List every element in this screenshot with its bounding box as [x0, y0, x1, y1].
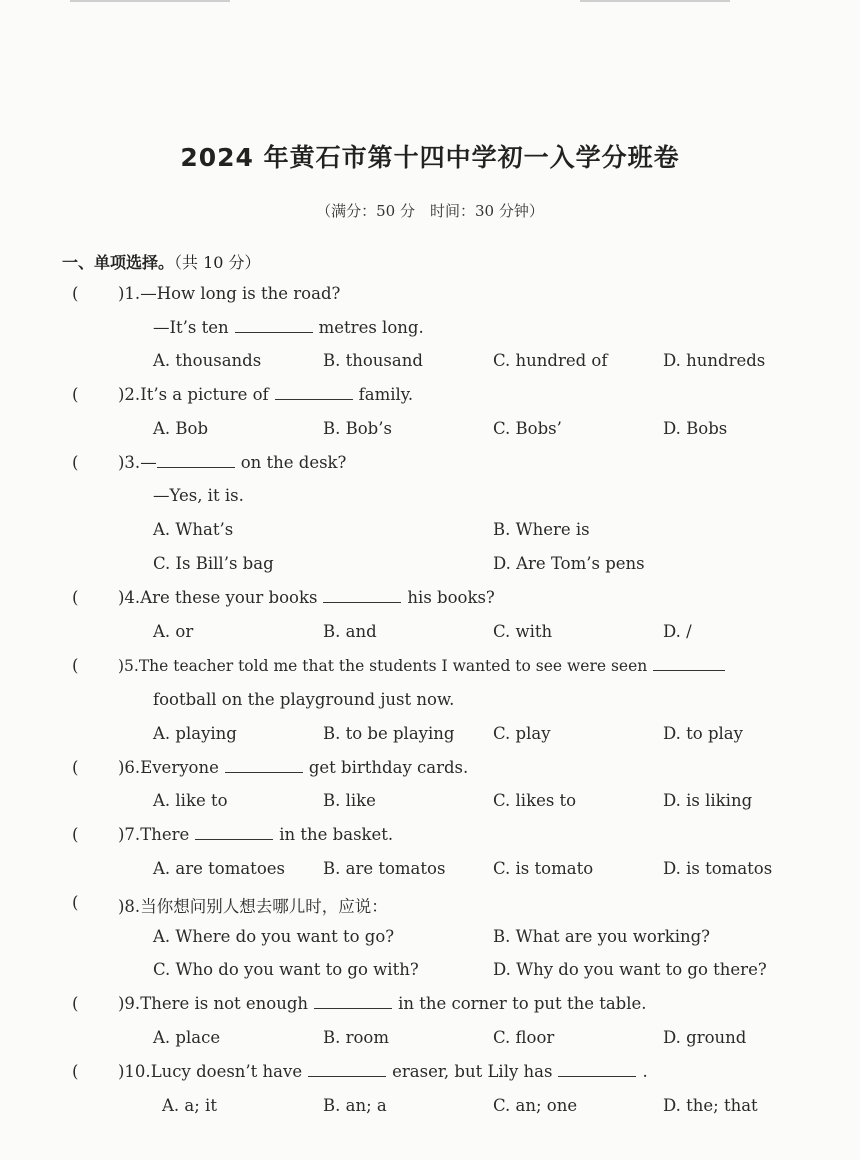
question-text [118, 656, 731, 675]
option-d: D. ground [663, 1028, 747, 1047]
question-number: )4. [118, 588, 141, 607]
option-c: C. hundred of [493, 351, 608, 370]
question-7-options [0, 859, 860, 885]
question-4-options [0, 622, 860, 648]
question-1 [0, 284, 860, 310]
option-b: B. and [323, 622, 377, 641]
text-segment: Are these your books [140, 588, 318, 607]
question-number: )9. [118, 994, 141, 1013]
question-text [118, 758, 468, 777]
option-b: B. Bob’s [323, 419, 392, 438]
option-d: D. to play [663, 724, 743, 743]
question-3 [0, 453, 860, 479]
answer-blank [275, 385, 353, 400]
answer-paren-open: ( [72, 825, 79, 844]
option-a: A. What’s [153, 520, 234, 539]
option-b: B. are tomatos [323, 859, 446, 878]
question-3-options-row2 [0, 554, 860, 580]
question-number: )7. [118, 825, 141, 844]
question-number: )6. [118, 758, 141, 777]
option-a: A. or [153, 622, 194, 641]
option-c: C. likes to [493, 791, 577, 810]
text-segment: on the desk? [240, 453, 347, 472]
question-7 [0, 825, 860, 851]
option-b: B. Where is [493, 520, 590, 539]
answer-paren-open: ( [72, 1062, 79, 1081]
question-number: )2. [118, 385, 141, 404]
text-segment: There is not enough [140, 994, 309, 1013]
text-segment: The teacher told me that the students I wanted to see were seen [138, 657, 648, 675]
answer-paren-open: ( [72, 758, 79, 777]
question-text [118, 385, 413, 404]
option-d: D. Why do you want to go there? [493, 960, 767, 979]
option-a: A. thousands [153, 351, 262, 370]
text-segment: metres long. [318, 318, 424, 337]
question-2 [0, 385, 860, 411]
option-c: C. is tomato [493, 859, 594, 878]
option-a: A. place [153, 1028, 221, 1047]
text-segment: —It’s ten [153, 318, 229, 337]
question-line [153, 318, 424, 337]
option-a: A. playing [153, 724, 237, 743]
option-c: C. Is Bill’s bag [153, 554, 274, 573]
question-10-options [0, 1096, 860, 1122]
answer-blank [314, 994, 392, 1009]
question-text [118, 284, 340, 303]
answer-paren-open: ( [72, 656, 79, 675]
answer-paren-open: ( [72, 385, 79, 404]
text-segment: — [140, 453, 157, 472]
option-d: D. hundreds [663, 351, 766, 370]
page-subtitle: （满分：50 分 时间：30 分钟） [316, 202, 544, 220]
option-d: D. is tomatos [663, 859, 773, 878]
question-number: )10. [118, 1062, 151, 1081]
question-10 [0, 1062, 860, 1088]
question-number: )1. [118, 284, 141, 303]
option-d: D. Bobs [663, 419, 728, 438]
text-segment: family. [358, 385, 414, 404]
answer-paren-open: ( [72, 893, 79, 912]
question-2-options [0, 419, 860, 445]
option-a: A. are tomatoes [153, 859, 285, 878]
option-c: C. an; one [493, 1096, 578, 1115]
question-text [118, 1062, 648, 1081]
answer-paren-open: ( [72, 284, 79, 303]
question-8-options-row2 [0, 960, 860, 986]
text-segment: Lucy doesn’t have [150, 1062, 303, 1081]
question-5 [0, 656, 860, 682]
question-line: —Yes, it is. [153, 486, 244, 505]
question-8 [0, 893, 860, 919]
question-text [118, 825, 393, 844]
section-heading-label: 一、单项选择。 [62, 253, 175, 272]
answer-blank [558, 1062, 636, 1077]
question-3-line2 [0, 486, 860, 512]
question-number: )5. [118, 657, 139, 675]
text-segment: his books? [407, 588, 495, 607]
question-text [118, 453, 346, 472]
answer-blank [308, 1062, 386, 1077]
section-heading [62, 250, 261, 273]
option-c: C. play [493, 724, 551, 743]
option-a: A. Where do you want to go? [153, 927, 395, 946]
text-segment: in the corner to put the table. [398, 994, 647, 1013]
text-segment: get birthday cards. [308, 758, 469, 777]
text-segment: Everyone [140, 758, 219, 777]
answer-paren-open: ( [72, 994, 79, 1013]
question-9-options [0, 1028, 860, 1054]
answer-blank [323, 588, 401, 603]
option-b: B. thousand [323, 351, 423, 370]
question-6-options [0, 791, 860, 817]
option-b: B. an; a [323, 1096, 387, 1115]
question-prompt: 当你想问别人想去哪儿时，应说： [140, 897, 388, 916]
scan-edge-line [580, 0, 730, 2]
question-3-options-row1 [0, 520, 860, 546]
text-segment: in the basket. [279, 825, 394, 844]
question-prompt: —How long is the road? [140, 284, 341, 303]
scan-edge-line [70, 0, 230, 2]
option-c: C. floor [493, 1028, 555, 1047]
option-b: B. to be playing [323, 724, 455, 743]
option-d: D. Are Tom’s pens [493, 554, 645, 573]
question-text [118, 588, 495, 607]
question-line: football on the playground just now. [153, 690, 455, 709]
question-number: )3. [118, 453, 141, 472]
text-segment: It’s a picture of [140, 385, 269, 404]
option-d: D. is liking [663, 791, 753, 810]
text-segment: There [140, 825, 190, 844]
answer-blank [195, 825, 273, 840]
question-number: )8. [118, 897, 141, 916]
question-9 [0, 994, 860, 1020]
option-d: D. the; that [663, 1096, 758, 1115]
question-text [118, 994, 647, 1013]
question-6 [0, 758, 860, 784]
section-score-note: （共 10 分） [174, 253, 261, 272]
answer-blank [157, 453, 235, 468]
question-4 [0, 588, 860, 614]
text-segment: . [642, 1062, 648, 1081]
question-1-line2 [0, 318, 860, 344]
option-d: D. / [663, 622, 692, 641]
question-8-options-row1 [0, 927, 860, 953]
option-b: B. like [323, 791, 376, 810]
question-5-line2 [0, 690, 860, 716]
text-segment: eraser, but Lily has [392, 1062, 553, 1081]
option-c: C. with [493, 622, 553, 641]
answer-blank [653, 656, 725, 671]
option-b: B. room [323, 1028, 390, 1047]
question-1-options [0, 351, 860, 377]
option-c: C. Bobs’ [493, 419, 562, 438]
option-c: C. Who do you want to go with? [153, 960, 419, 979]
page-title: 2024 年黄石市第十四中学初一入学分班卷 [180, 143, 680, 172]
answer-paren-open: ( [72, 453, 79, 472]
question-text [118, 893, 388, 917]
option-a: A. a; it [162, 1096, 217, 1115]
answer-paren-open: ( [72, 588, 79, 607]
answer-blank [235, 318, 313, 333]
question-5-options [0, 724, 860, 750]
option-b: B. What are you working? [493, 927, 711, 946]
answer-blank [225, 758, 303, 773]
option-a: A. like to [153, 791, 228, 810]
option-a: A. Bob [153, 419, 209, 438]
